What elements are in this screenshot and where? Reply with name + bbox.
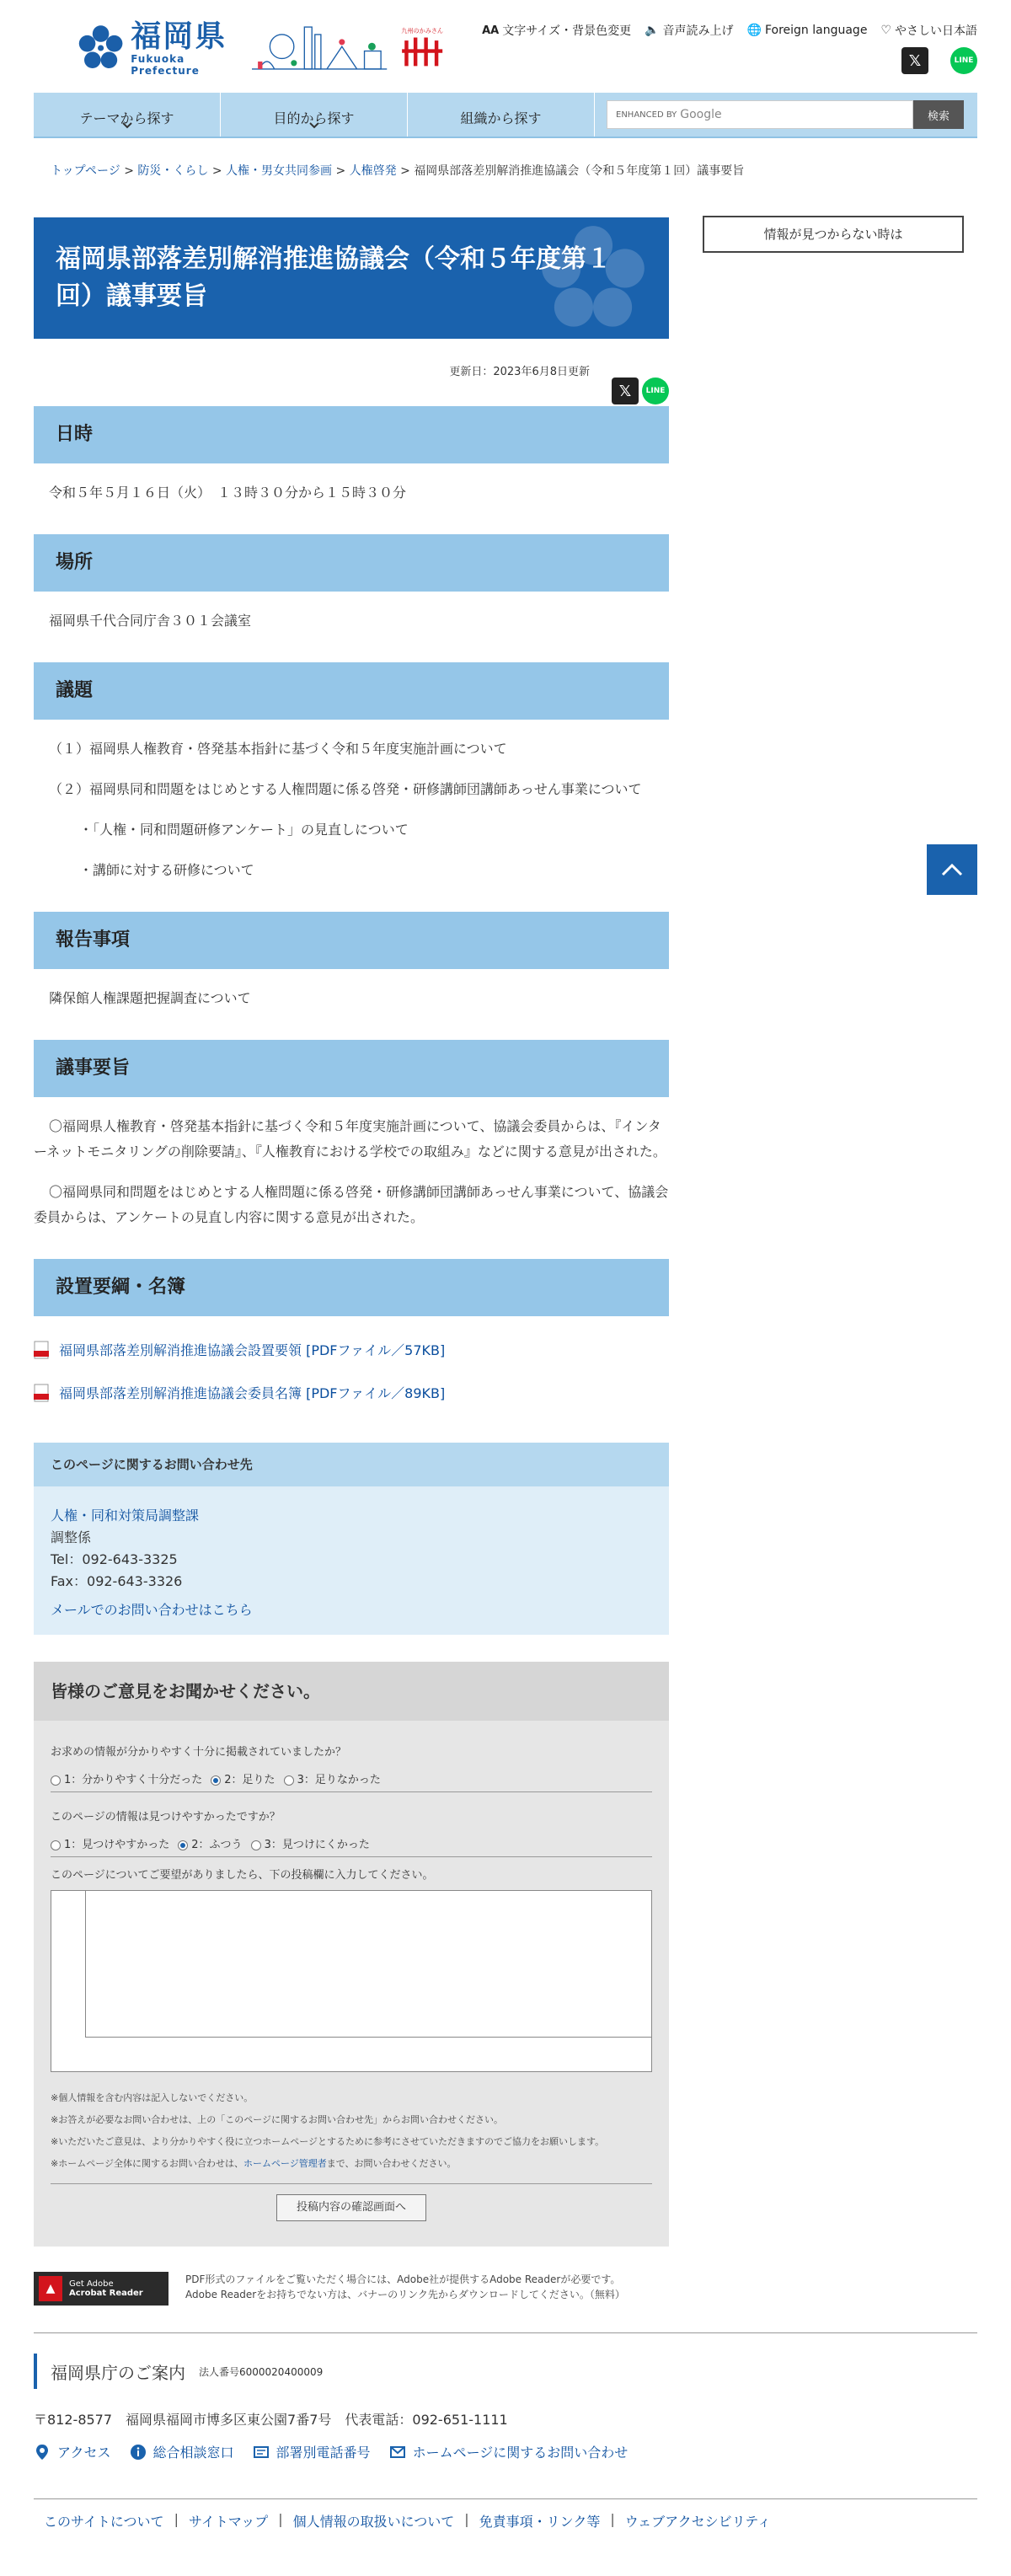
site-logo[interactable] [78,19,448,78]
line-share-icon[interactable]: LINE [950,47,977,74]
page-share [612,378,669,404]
contact-mail-link[interactable]: メールでのお問い合わせはこちら [51,1602,253,1618]
section-heading-date: 日時 [34,406,669,463]
breadcrumb-separator: > [211,164,222,178]
footer-address: 〒812-8577 福岡県福岡市博多区東公園7番7号 代表電話：092-651-1111 [34,2412,508,2428]
chevron-up-icon [941,863,963,876]
footer-link-phone-directory[interactable] [253,2442,371,2461]
section-heading-documents: 設置要綱・名簿 [34,1259,669,1316]
sidebar [703,217,964,2306]
chevron-down-icon [121,120,133,131]
breadcrumb-separator: > [400,164,410,178]
contact-dept-link[interactable]: 人権・同和対策局調整課 [51,1508,200,1524]
survey-option[interactable] [284,1770,381,1786]
breadcrumb-link-human-rights[interactable]: 人権・男女共同参画 [226,164,333,178]
place-text: 福岡県千代合同庁舎３０１会議室 [49,613,252,629]
global-nav [34,93,977,138]
phone-directory-icon [253,2444,270,2461]
report-text: 隣保館人権課題把握調査について [49,990,251,1006]
footer-bottom-link[interactable]: サイトマップ [188,2514,269,2530]
footer-link-label[interactable]: 総合相談窓口 [152,2445,234,2461]
mascot-logo-icon [396,21,448,75]
agenda-item: （１）福岡県人権教育・啓発基本指針に基づく令和５年度実施計画について [49,741,507,757]
easy-japanese-link[interactable] [880,22,977,39]
radio-button-selected[interactable] [211,1775,221,1786]
footer-title [34,2354,977,2389]
main-content [34,217,669,2306]
font-size-link[interactable] [482,22,631,39]
agenda-item: （２）福岡県同和問題をはじめとする人権問題に係る啓発・研修講師団講師あっせん事業について [49,781,642,797]
survey-note [51,2153,652,2175]
radio-button[interactable] [51,1775,61,1786]
note-text: ※ホームページ全体に関するお問い合わせは、 [51,2158,243,2169]
survey-question-3: このページについてご要望がありましたら、下の投稿欄に入力してください。 [51,1869,434,1882]
survey-options-1 [51,1770,652,1792]
agenda-subitem: ・講師に対する研修について [79,862,254,878]
search-brand: Google [680,108,722,121]
breadcrumb-link-top[interactable]: トップページ [51,164,120,178]
nav-tab-purpose[interactable] [221,93,408,137]
back-to-top-button[interactable] [927,844,977,895]
survey-note: ※個人情報を含む内容は記入しないでください。 [51,2092,254,2103]
adobe-reader-notice [34,2272,669,2306]
summary-paragraph: 〇福岡県同和問題をはじめとする人権問題に係る啓発・研修講師団講師あっせん事業について、協議会委員からは、アンケートの見直し内容に関する意見が出された。 [34,1184,669,1225]
nav-tab-organization[interactable] [408,93,595,137]
section-heading-report: 報告事項 [34,912,669,969]
section-body-report [34,969,669,1025]
section-heading-place: 場所 [34,534,669,592]
foreign-language-label: Foreign language [764,24,868,37]
summary-paragraph: 〇福岡県人権教育・啓発基本指針に基づく令和５年度実施計画について、協議会委員からは、『インターネットモニタリングの削除要請』、『人権教育における学校での取組み』などに関する意見が出された。 [34,1118,666,1159]
section-body-place [34,592,669,647]
contact-heading: このページに関するお問い合わせ先 [34,1443,669,1486]
nav-tab-label: テーマから探す [79,110,174,126]
breadcrumb-current: 福岡県部落差別解消推進協議会（令和５年度第１回）議事要旨 [414,164,745,178]
adobe-reader-banner[interactable] [34,2272,168,2306]
updated-date: 更新日：2023年6月8日更新 [449,366,590,378]
adobe-text-2: Adobe Readerをお持ちでない方は、バナーのリンク先からダウンロードしてください。（無料） [185,2289,625,2300]
pdf-file-icon [34,1341,49,1359]
survey-heading: 皆様のご意見をお聞かせください。 [34,1662,669,1721]
pdf-link-roster[interactable] [34,1383,669,1402]
corporate-number: 法人番号6000020400009 [199,2365,324,2378]
date-text: 令和５年５月１６日（火） １３時３０分から１５時３０分 [49,485,407,501]
footer-link-consultation[interactable] [130,2442,234,2461]
survey-note: ※お答えが必要なお問い合わせは、上の「このページに関するお問い合わせ先」からお問い合わせください。 [51,2114,503,2125]
breadcrumb-separator: > [124,164,134,178]
font-size-label: 文字サイズ・背景色変更 [502,24,632,38]
search-input[interactable] [607,100,913,129]
footer-bottom-links: このサイトについて | サイトマップ | 個人情報の取扱いについて | 免責事項・リンク等 | ウェブアクセシビリティ [34,2498,977,2547]
option-label: 2：ふつう [191,1839,243,1851]
adobe-badge-line1: Get Adobe [69,2279,114,2289]
foreign-language-link[interactable] [747,22,868,39]
section-body-summary [34,1097,669,1244]
svg-text:九州のかみさん: 九州のかみさん [400,27,443,35]
breadcrumb-link-awareness[interactable]: 人権啓発 [349,164,397,178]
survey-note: ※いただいたご意見は、より分かりやすく役に立つホームページとするために参考にさせていただきますのでご協力をお願いします。 [51,2136,605,2147]
feedback-textarea[interactable] [51,1890,652,2072]
footer-link-label[interactable]: アクセス [57,2445,111,2461]
contact-body [34,1486,669,1635]
site-search [595,93,977,137]
agenda-subitem: ・「人権・同和問題研修アンケート」の見直しについて [79,822,409,838]
mail-icon [389,2444,406,2461]
logo-japanese: 福岡県 [131,19,227,54]
x-share-icon[interactable]: 𝕏 [901,47,928,74]
nav-tab-theme[interactable] [34,93,221,137]
section-body-documents [34,1316,669,1402]
page-title-box [34,217,669,339]
chevron-down-icon [308,120,320,131]
easy-japanese-label: やさしい日本語 [895,24,977,38]
breadcrumb-link-disaster[interactable]: 防災・くらし [137,164,209,178]
radio-button[interactable] [51,1840,61,1850]
pdf-file-icon [34,1384,49,1402]
site-footer [34,2332,977,2547]
footer-bottom-link[interactable]: このサイトについて [44,2514,164,2530]
footer-link-label[interactable]: ホームページに関するお問い合わせ [412,2445,629,2461]
line-share-icon[interactable]: LINE [642,378,669,404]
adobe-logo-icon: ▲ [39,2276,62,2301]
section-heading-summary: 議事要旨 [34,1040,669,1097]
contact-tel: Tel：092-643-3325 [51,1551,178,1567]
breadcrumb-separator: > [335,164,346,178]
breadcrumb [34,162,977,179]
logo-english: Fukuoka Prefecture [131,53,200,77]
footer-link-label[interactable]: 部署別電話番号 [275,2445,371,2461]
footer-links [34,2442,977,2461]
adobe-badge-line2: Acrobat Reader [69,2289,143,2298]
header-social [901,47,977,74]
map-pin-icon [34,2444,51,2461]
adobe-text-1: PDF形式のファイルをご覧いただく場合には、Adobe社が提供するAdobe Readerが必要です。 [185,2273,621,2285]
help-not-found-button[interactable]: 情報が見つからない時は [703,216,964,253]
globe-icon: 🌐 [746,24,762,37]
utility-links [482,22,977,39]
speaker-icon: 🔈 [645,24,660,37]
option-label: 1：分かりやすく十分だった [64,1774,203,1786]
survey-options-2 [51,1835,652,1857]
footer-bottom-link[interactable]: 個人情報の取扱いについて [292,2514,455,2530]
survey-option[interactable] [178,1835,242,1851]
section-body-agenda [34,720,669,897]
nav-tab-label: 目的から探す [273,110,355,126]
pdf-link-label[interactable]: 福岡県部落差別解消推進協議会設置要領 [PDFファイル／57KB] [59,1342,446,1358]
nav-tab-label: 組織から探す [460,110,542,126]
radio-button-selected[interactable] [178,1840,188,1850]
prefecture-emblem-icon [78,22,124,74]
voice-reader-label: 音声読み上げ [662,24,734,38]
radio-button[interactable] [284,1775,294,1786]
section-body-date [34,463,669,519]
site-header [34,0,977,93]
search-button[interactable]: 検索 [913,100,964,129]
search-prefix: ENHANCED BY [616,110,677,120]
footer-link-web-inquiry[interactable] [389,2442,629,2461]
radio-button[interactable] [251,1840,261,1850]
feedback-survey [34,1662,669,2247]
footer-title-text: 福岡県庁のご案内 [51,2362,185,2383]
survey-question-1: お求めの情報が分かりやすく十分に掲載されていましたか？ [51,1746,347,1759]
font-size-icon: AA [482,24,500,37]
survey-option[interactable] [51,1770,202,1786]
submit-confirm-button[interactable]: 投稿内容の確認画面へ [276,2194,426,2221]
survey-notes [51,2087,652,2184]
survey-option[interactable] [251,1835,370,1851]
option-label: 3：足りなかった [297,1774,381,1786]
webmaster-link[interactable]: ホームページ管理者 [243,2158,327,2169]
contact-fax: Fax：092-643-3326 [51,1573,183,1589]
note-text: まで、お問い合わせください。 [326,2158,457,2169]
contact-box [34,1443,669,1635]
page-title: 福岡県部落差別解消推進協議会（令和５年度第１回）議事要旨 [56,244,612,311]
option-label: 2：足りた [224,1774,275,1786]
pdf-link-setup[interactable] [34,1340,669,1359]
survey-question-2: このページの情報は見つけやすかったですか？ [51,1811,281,1824]
city-illustration-icon [252,21,387,75]
info-icon [130,2444,147,2461]
survey-option[interactable] [211,1770,275,1786]
heart-icon: ♡ [880,24,891,37]
footer-bottom-link[interactable]: 免責事項・リンク等 [479,2514,601,2530]
option-label: 1：見つけやすかった [64,1839,170,1851]
footer-bottom-link[interactable]: ウェブアクセシビリティ [624,2514,772,2530]
option-label: 3：見つけにくかった [264,1839,370,1851]
footer-link-access[interactable] [34,2442,111,2461]
section-heading-agenda: 議題 [34,662,669,720]
contact-section: 調整係 [51,1529,92,1545]
voice-reader-link[interactable] [645,22,733,39]
pdf-link-label[interactable]: 福岡県部落差別解消推進協議会委員名簿 [PDFファイル／89KB] [59,1385,446,1401]
x-share-icon[interactable]: 𝕏 [612,378,639,404]
survey-option[interactable] [51,1835,169,1851]
